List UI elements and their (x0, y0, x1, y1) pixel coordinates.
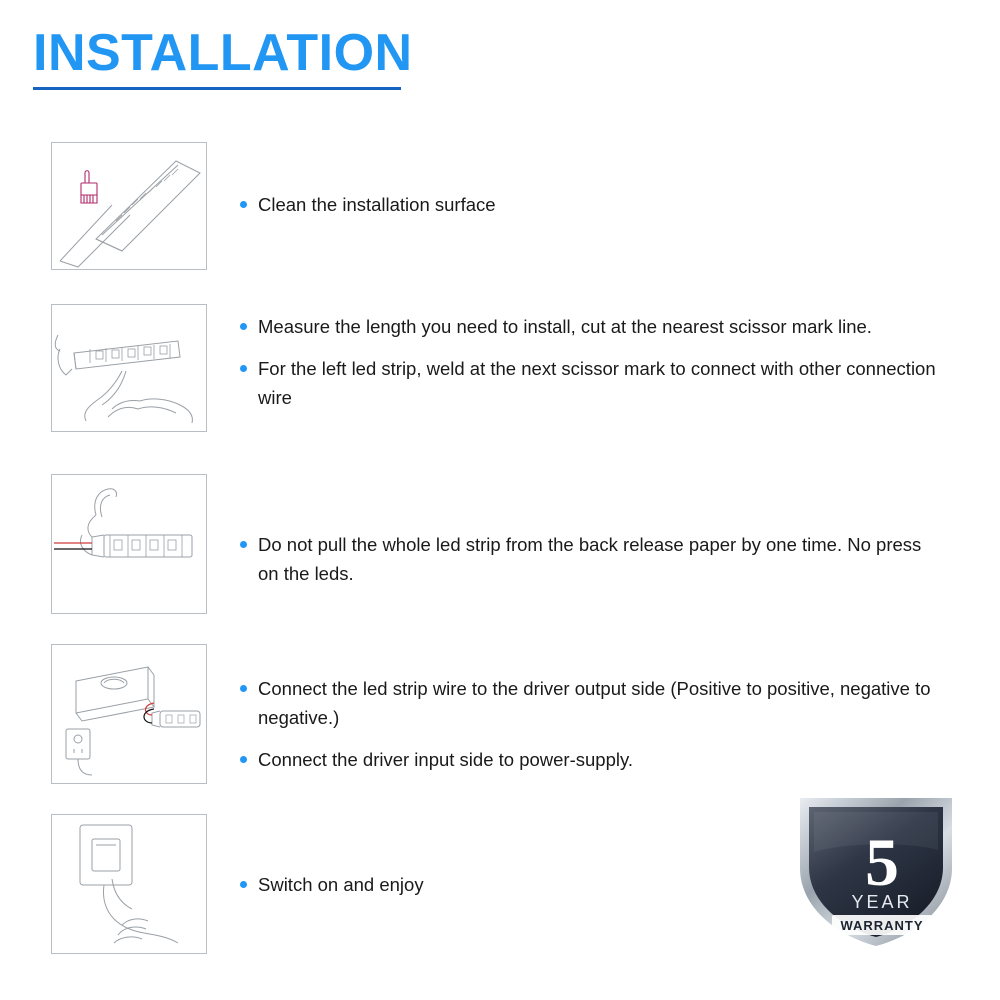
bullet-item (240, 674, 940, 732)
step-1-illustration (51, 142, 207, 270)
step-3-illustration (51, 474, 207, 614)
bullet-text: Measure the length you need to install, cut at the nearest scissor mark line. (258, 316, 872, 337)
bullet-dot-icon (240, 881, 247, 888)
bullet-text: Connect the driver input side to power-supply. (258, 749, 633, 770)
page-title: INSTALLATION (33, 24, 413, 82)
bullet-item (240, 312, 940, 341)
bullet-text: Switch on and enjoy (258, 874, 424, 895)
warranty-period-text (790, 952, 791, 953)
bullet-item (240, 190, 940, 219)
bullet-text: Clean the installation surface (258, 194, 496, 215)
bullet-dot-icon (240, 323, 247, 330)
bullet-dot-icon (240, 201, 247, 208)
bullet-dot-icon (240, 541, 247, 548)
bullet-dot-icon (240, 365, 247, 372)
bullet-text: Do not pull the whole led strip from the back release paper by one time. No press on the leds. (258, 534, 922, 584)
bullet-item (240, 354, 940, 412)
step-3-bullets (240, 530, 940, 588)
step-1-bullets (240, 190, 940, 219)
warranty-number: 5 (865, 824, 899, 900)
warranty-label: WARRANTY (840, 918, 924, 933)
bullet-item (240, 745, 940, 774)
bullet-text: Connect the led strip wire to the driver output side (Positive to positive, negative to negative.) (258, 678, 931, 728)
page-title-block (33, 26, 413, 90)
bullet-text: For the left led strip, weld at the next scissor mark to connect with other connection wire (258, 358, 936, 408)
warranty-label-text (790, 952, 791, 953)
step-5-illustration (51, 814, 207, 954)
bullet-dot-icon (240, 756, 247, 763)
step-2-bullets (240, 312, 940, 412)
5-year-warranty-shield-badge (790, 790, 962, 952)
warranty-period: YEAR (851, 892, 913, 912)
step-4-bullets (240, 674, 940, 774)
bullet-item (240, 530, 940, 588)
bullet-dot-icon (240, 685, 247, 692)
title-underline (33, 87, 401, 90)
step-2-illustration (51, 304, 207, 432)
warranty-number-text (790, 952, 791, 953)
step-4-illustration (51, 644, 207, 784)
